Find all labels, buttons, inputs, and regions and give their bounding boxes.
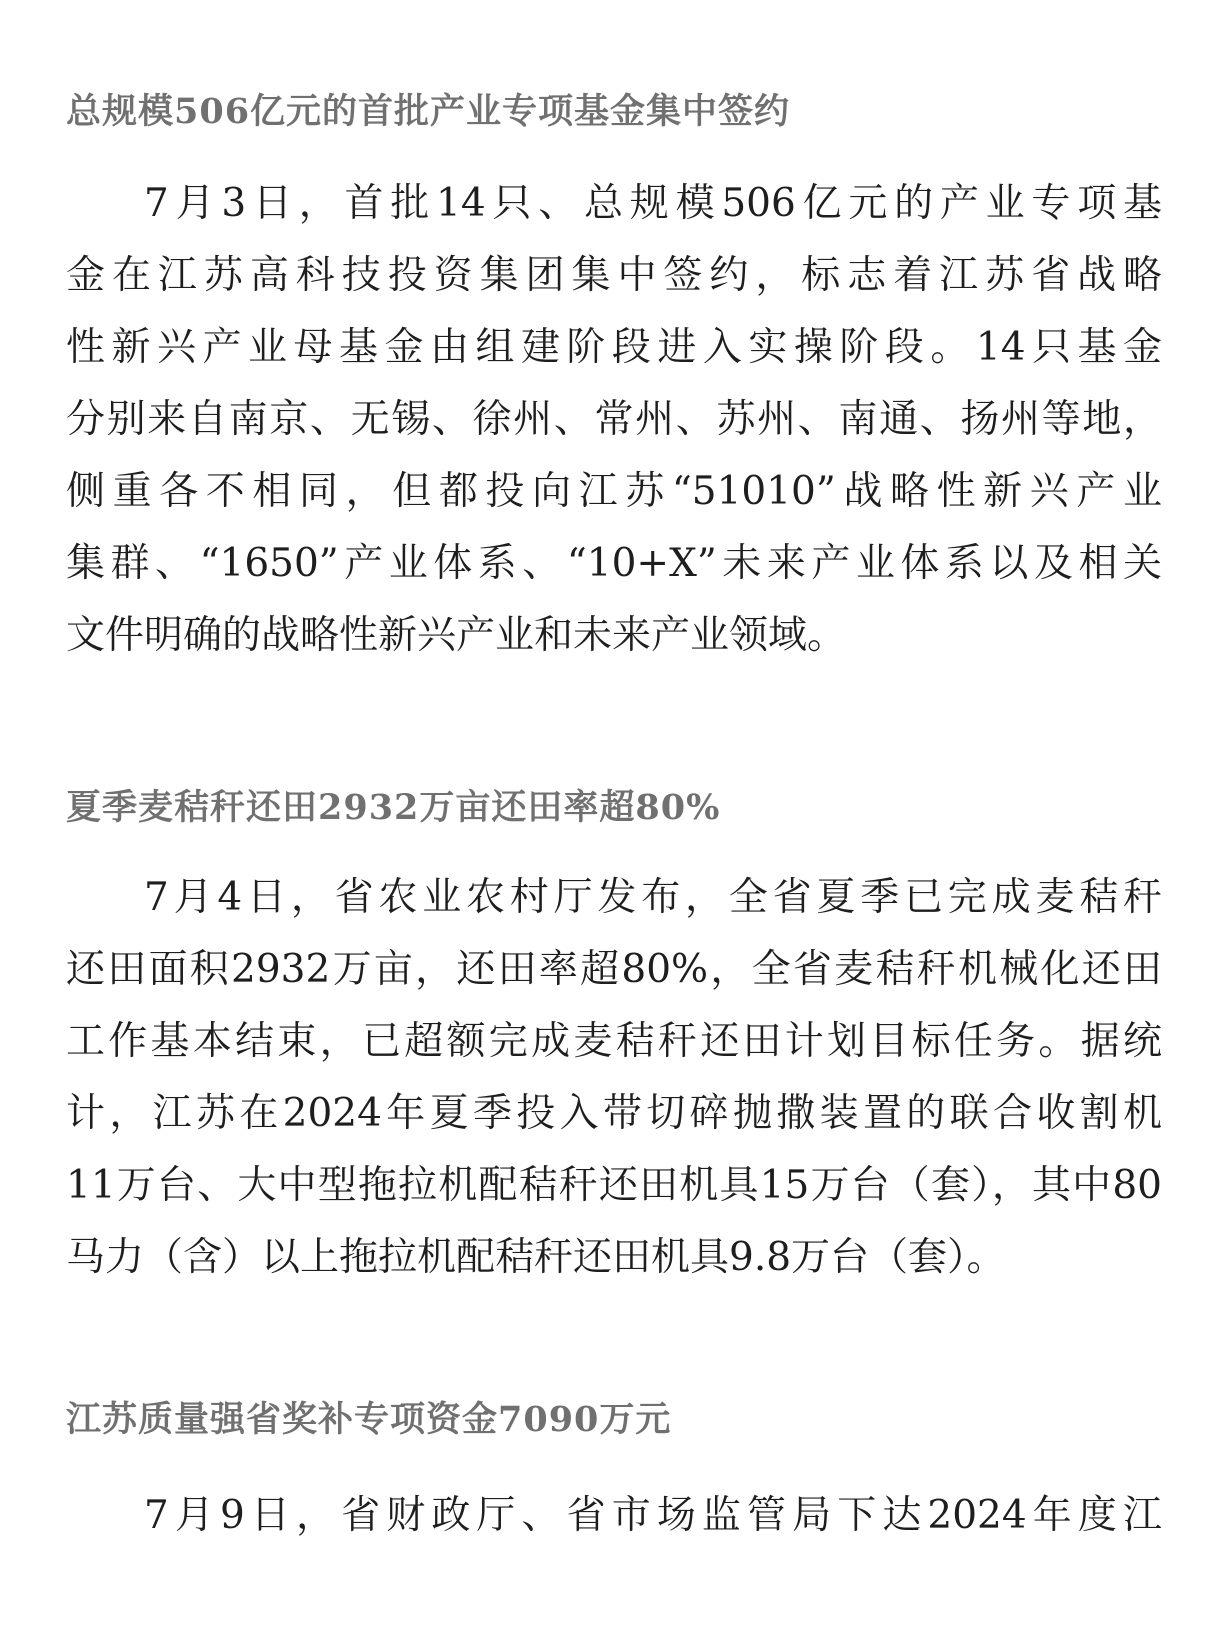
section-heading-quality-fund: 江苏质量强省奖补专项资金7090万元	[66, 1399, 672, 1440]
section-heading-straw-return: 夏季麦秸秆还田2932万亩还田率超80%	[66, 787, 721, 828]
paragraph-line: 11万台、大中型拖拉机配秸秆还田机具15万台（套），其中80	[66, 1163, 1162, 1208]
paragraph-line: 计，江苏在2024年夏季投入带切碎抛撒装置的联合收割机	[66, 1091, 1162, 1136]
paragraph-line: 性新兴产业母基金由组建阶段进入实操阶段。14只基金	[66, 325, 1162, 370]
paragraph-line: 马力（含）以上拖拉机配秸秆还田机具9.8万台（套）。	[66, 1235, 1006, 1280]
section-body-straw-return	[66, 862, 1162, 1294]
paragraph-line: 文件明确的战略性新兴产业和未来产业领域。	[66, 613, 847, 658]
section-heading-fund-signing: 总规模506亿元的首批产业专项基金集中签约	[66, 91, 791, 132]
section-body-fund-signing	[66, 168, 1162, 672]
section-body-quality-fund	[66, 1480, 1162, 1552]
paragraph-line: 集群、“1650”产业体系、“10+X”未来产业体系以及相关	[66, 541, 1162, 586]
paragraph-line: 7月3日，首批14只、总规模506亿元的产业专项基	[144, 181, 1162, 226]
paragraph-line: 7月9日，省财政厅、省市场监管局下达2024年度江	[144, 1493, 1162, 1538]
paragraph-line: 7月4日，省农业农村厅发布，全省夏季已完成麦秸秆	[144, 875, 1162, 920]
paragraph-line: 分别来自南京、无锡、徐州、常州、苏州、南通、扬州等地，	[66, 397, 1162, 442]
paragraph-line: 工作基本结束，已超额完成麦秸秆还田计划目标任务。据统	[66, 1019, 1162, 1064]
paragraph-line: 金在江苏高科技投资集团集中签约，标志着江苏省战略	[66, 253, 1162, 298]
paragraph-line: 侧重各不相同，但都投向江苏“51010”战略性新兴产业	[66, 469, 1162, 514]
paragraph-line: 还田面积2932万亩，还田率超80%，全省麦秸秆机械化还田	[66, 947, 1162, 992]
